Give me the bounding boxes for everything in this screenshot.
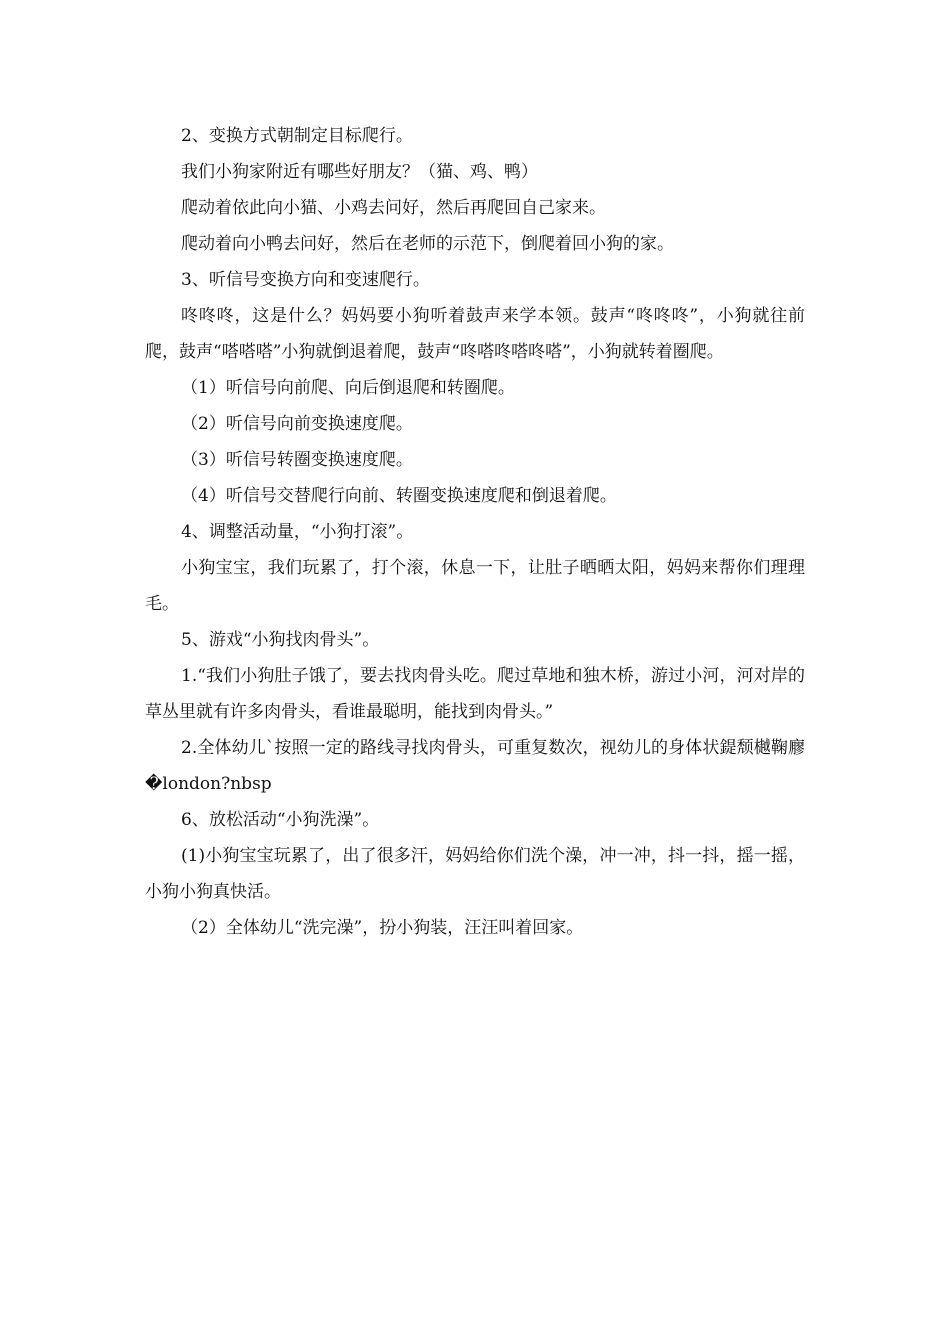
paragraph-greet-duck: 爬动着向小鸭去问好，然后在老师的示范下，倒爬着回小狗的家。 (181, 234, 674, 254)
paragraph-step-4-heading: 4、调整活动量，“小狗打滚”。 (181, 522, 414, 542)
paragraph-bath-item-1: (1)小狗宝宝玩累了，出了很多汗，妈妈给你们洗个澡，冲一冲，抖一抖，摇一摇，小狗小狗真快活。 (145, 846, 805, 902)
paragraph-game-item-1: 1.“我们小狗肚子饿了，要去找肉骨头吃。爬过草地和独木桥，游过小河，河对岸的草丛里就有许多肉骨头，看谁最聪明，能找到肉骨头。” (145, 666, 805, 722)
paragraph-signal-item-3: （3）听信号转圈变换速度爬。 (181, 450, 413, 470)
paragraph-step-5-heading: 5、游戏“小狗找肉骨头”。 (181, 630, 380, 650)
paragraph-step-6-heading: 6、放松活动“小狗洗澡”。 (181, 810, 380, 830)
paragraph-rolling-rest: 小狗宝宝，我们玩累了，打个滚，休息一下，让肚子晒晒太阳，妈妈来帮你们理理毛。 (145, 558, 805, 614)
paragraph-friends-question: 我们小狗家附近有哪些好朋友？（猫、鸡、鸭） (181, 162, 538, 182)
paragraph-game-item-2: 2.全体幼儿`按照一定的路线寻找肉骨头，可重复数次，视幼儿的身体状鍉颓樾鞠廫�london?nbsp (145, 738, 805, 794)
paragraph-signal-item-4: （4）听信号交替爬行向前、转圈变换速度爬和倒退着爬。 (181, 486, 617, 506)
paragraph-signal-item-1: （1）听信号向前爬、向后倒退爬和转圈爬。 (181, 378, 515, 398)
paragraph-bath-item-2: （2）全体幼儿“洗完澡”，扮小狗装，汪汪叫着回家。 (181, 918, 584, 938)
paragraph-signal-item-2: （2）听信号向前变换速度爬。 (181, 414, 413, 434)
paragraph-drum-signals: 咚咚咚，这是什么？妈妈要小狗听着鼓声来学本领。鼓声“咚咚咚”，小狗就往前爬，鼓声“嗒嗒嗒”小狗就倒退着爬，鼓声“咚嗒咚嗒咚嗒”，小狗就转着圈爬。 (145, 306, 805, 362)
paragraph-step-2-heading: 2、变换方式朝制定目标爬行。 (181, 126, 413, 146)
paragraph-step-3-heading: 3、听信号变换方向和变速爬行。 (181, 270, 430, 290)
paragraph-greet-cat-chicken: 爬动着依此向小猫、小鸡去问好，然后再爬回自己家来。 (181, 198, 606, 218)
document-body (145, 118, 805, 946)
